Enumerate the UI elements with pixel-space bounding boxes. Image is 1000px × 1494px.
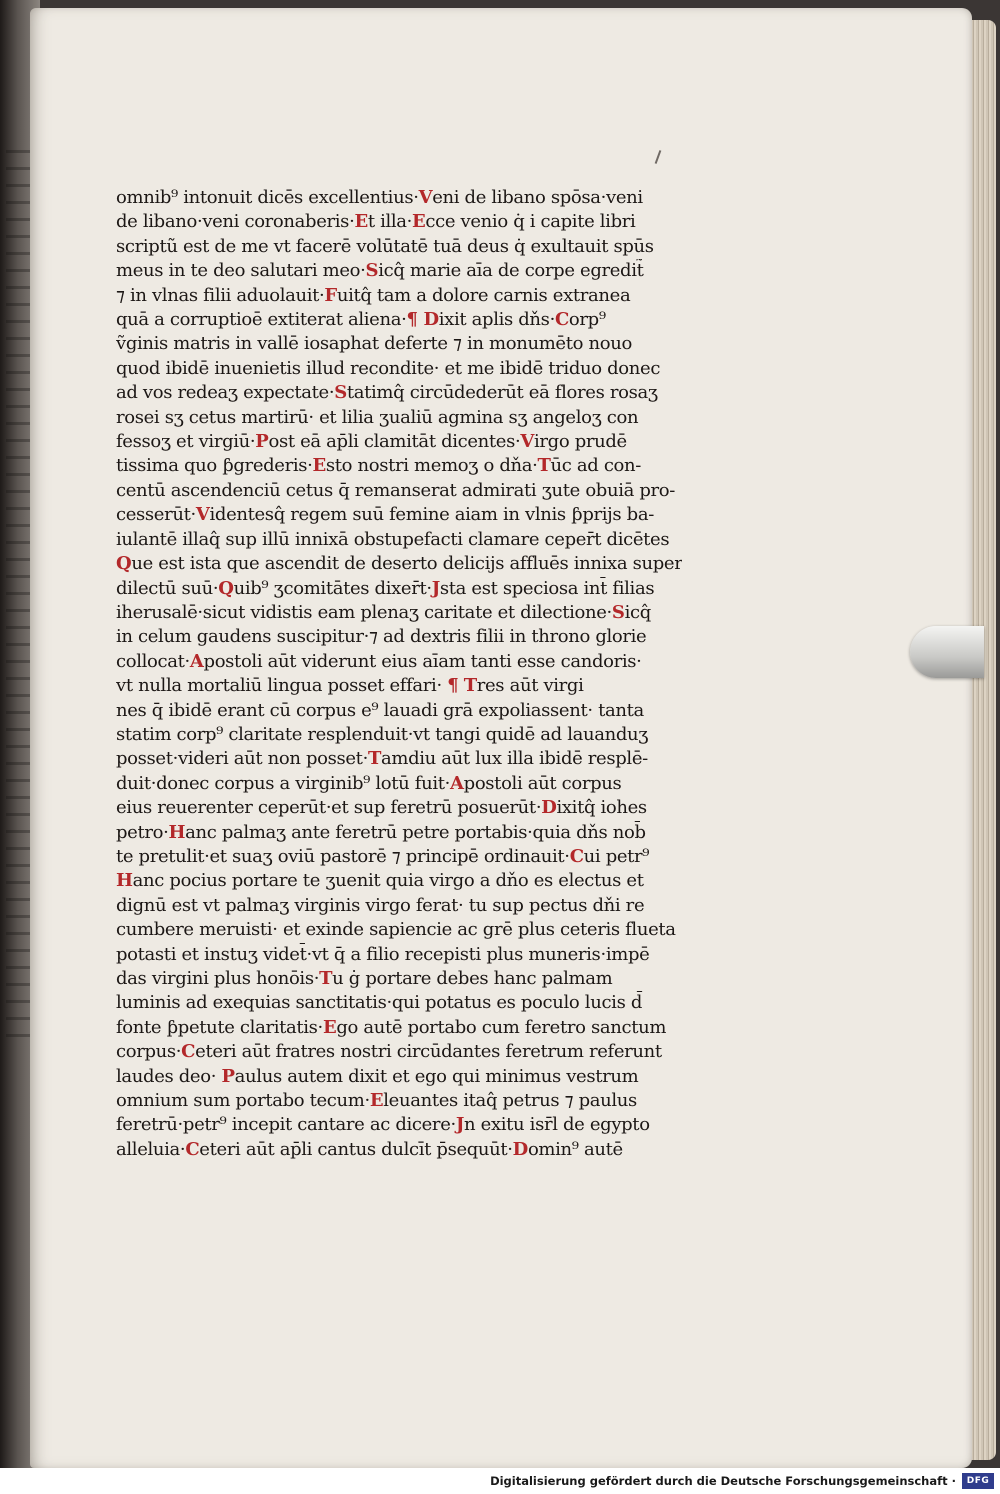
rubricated-initial: C bbox=[185, 1138, 200, 1160]
text-line bbox=[116, 1040, 682, 1064]
text-segment: eteri aūt ap̄li cantus dulcīt p̄sequūt· bbox=[199, 1138, 513, 1160]
text-line bbox=[116, 943, 682, 967]
text-line bbox=[116, 406, 682, 430]
text-line bbox=[116, 723, 682, 747]
rubricated-initial: F bbox=[324, 284, 337, 306]
text-segment: eni de libano spōsa·veni bbox=[432, 187, 643, 208]
rubricated-initial: A bbox=[189, 650, 204, 672]
text-segment: icq̂ marie aīa de corpe egredit̃ bbox=[378, 260, 644, 282]
text-segment: collocat· bbox=[116, 650, 190, 672]
text-segment: omin⁹ autē bbox=[527, 1138, 623, 1160]
text-segment: feretrū·petr⁹ incepit cantare ac dicere· bbox=[116, 1114, 456, 1136]
text-segment: centū ascendenciū cetus q̄ remanserat admirati ʒute obuiā pro- bbox=[116, 479, 676, 501]
text-segment: scriptũ est de me vt facerē volūtatē tuā deus q̇ exultauit spūs bbox=[116, 235, 654, 257]
text-line bbox=[116, 503, 682, 527]
text-segment: anc palmaʒ ante feretrū petre portabis·quia dňs nob̄ bbox=[185, 821, 646, 843]
text-segment: aulus autem dixit et ego qui minimus vestrum bbox=[234, 1065, 639, 1087]
text-line bbox=[116, 210, 682, 234]
text-line bbox=[116, 1065, 682, 1089]
text-segment: n exitu isr̄l de egypto bbox=[464, 1114, 650, 1136]
rubricated-initial: V bbox=[418, 187, 433, 208]
text-line bbox=[116, 699, 682, 723]
text-line bbox=[116, 430, 682, 454]
text-segment: iherusalē·sicut vidistis eam plenaʒ caritate et dilectione· bbox=[116, 601, 612, 623]
page-clip bbox=[910, 626, 984, 678]
text-segment: uib⁹ ʒcomitātes dixer̄t· bbox=[233, 577, 432, 599]
text-segment: petro· bbox=[116, 821, 169, 843]
text-line bbox=[116, 308, 682, 332]
rubricated-initial: Q bbox=[218, 577, 234, 599]
rubricated-initial: E bbox=[312, 455, 326, 477]
text-line bbox=[116, 601, 682, 625]
text-segment: tissima quo ƥgrederis· bbox=[116, 455, 313, 477]
rubricated-initial: P bbox=[255, 431, 269, 453]
text-segment: orp⁹ bbox=[568, 309, 606, 331]
text-line bbox=[116, 1113, 682, 1137]
text-line bbox=[116, 674, 682, 698]
rubricated-initial: T bbox=[367, 748, 381, 770]
text-line bbox=[116, 991, 682, 1015]
text-segment: vt nulla mortaliū lingua posset effari· bbox=[116, 675, 448, 697]
text-segment: identesq̂ regem suū femine aiam in vlnis ƥprijs ba- bbox=[209, 504, 654, 526]
text-segment: uitq̂ tam a dolore carnis extranea bbox=[336, 284, 631, 306]
text-segment: in celum gaudens suscipitur·⁊ ad dextris filii in throno glorie bbox=[116, 626, 647, 648]
text-line bbox=[116, 577, 682, 601]
text-segment: duit·donec corpus a virginib⁹ lotū fuit· bbox=[116, 772, 451, 794]
text-line bbox=[116, 821, 682, 845]
rubricated-initial: E bbox=[322, 1016, 337, 1038]
text-segment: alleluia· bbox=[116, 1138, 186, 1160]
text-line bbox=[116, 796, 682, 820]
text-line bbox=[116, 747, 682, 771]
text-segment: dilectū suū· bbox=[116, 577, 219, 599]
text-segment: fessoʒ et virgiū· bbox=[116, 431, 256, 453]
rubricated-initial: D bbox=[541, 797, 557, 819]
text-segment: potasti et instuʒ videt̄·vt q̄ a filio recepisti plus muneris·impē bbox=[116, 943, 650, 965]
text-segment: cesserūt· bbox=[116, 504, 196, 526]
rubricated-initial: T bbox=[463, 675, 477, 697]
rubricated-initial: H bbox=[168, 821, 186, 843]
text-line bbox=[116, 357, 682, 381]
rubricated-initial: S bbox=[334, 382, 347, 404]
text-segment: postoli aūt corpus bbox=[463, 772, 622, 794]
text-segment: ixitq̂ iohes bbox=[556, 797, 647, 819]
rubricated-initial: C bbox=[569, 845, 584, 867]
text-line bbox=[116, 845, 682, 869]
text-segment: irgo prudē bbox=[534, 431, 627, 453]
text-segment: das virgini plus honōis· bbox=[116, 968, 320, 989]
text-line bbox=[116, 332, 682, 356]
text-segment: anc pocius portare te ʒuenit quia virgo a dňo es electus et bbox=[132, 870, 644, 892]
text-segment: sta est speciosa int̄ filias bbox=[439, 577, 655, 599]
text-segment: posset·videri aūt non posset· bbox=[116, 748, 368, 770]
rubricated-initial: A bbox=[450, 772, 464, 794]
text-segment: go autē portabo cum feretro sanctum bbox=[336, 1016, 667, 1038]
text-segment: laudes deo· bbox=[116, 1065, 222, 1087]
text-segment: postoli aūt viderunt eius aīam tanti esse candoris· bbox=[203, 650, 642, 672]
rubricated-initial: S bbox=[365, 260, 379, 282]
text-segment: omnium sum portabo tecum· bbox=[116, 1090, 370, 1112]
text-line bbox=[116, 772, 682, 796]
rubricated-initial: C bbox=[554, 309, 569, 331]
rubricated-initial: S bbox=[611, 601, 625, 623]
text-line bbox=[116, 186, 682, 210]
rubricated-initial: C bbox=[181, 1041, 196, 1063]
funding-credit: Digitalisierung gefördert durch die Deutsche Forschungsgemeinschaft · bbox=[490, 1474, 956, 1488]
text-segment: cumbere meruisti· et exinde sapiencie ac grē plus ceteris flueta bbox=[116, 919, 676, 941]
text-line bbox=[116, 235, 682, 259]
rubricated-initial: V bbox=[520, 431, 534, 453]
text-segment: nes q̄ ibidē erant cū corpus e⁹ lauadi grā expoliassent· tanta bbox=[116, 699, 644, 721]
text-segment: ue est ista que ascendit de deserto delicijs affluēs innixa super bbox=[131, 553, 682, 575]
rubricated-initial: Q bbox=[116, 553, 132, 575]
text-line bbox=[116, 259, 682, 283]
rubricated-initial: E bbox=[369, 1090, 384, 1112]
rubricated-initial: ¶ bbox=[447, 675, 459, 697]
text-segment: de libano·veni coronaberis· bbox=[116, 211, 355, 233]
footer-bar bbox=[0, 1468, 1000, 1494]
text-segment: statim corp⁹ claritate resplenduit·vt tangi quidē ad lauanduʒ bbox=[116, 723, 649, 745]
text-segment: ui petr⁹ bbox=[583, 845, 650, 867]
text-line bbox=[116, 650, 682, 674]
rubricated-initial: T bbox=[537, 455, 551, 477]
text-segment: amdiu aūt lux illa ibidē resplē- bbox=[381, 748, 648, 770]
text-segment: eius reuerenter ceperūt·et sup feretrū posuerūt· bbox=[116, 797, 542, 819]
text-segment: ad vos redeaʒ expectate· bbox=[116, 382, 335, 404]
text-segment: t illa· bbox=[367, 211, 413, 233]
text-segment: iulantē illaq̂ sup illū innixā obstupefacti clamare ceper̄t dicētes bbox=[116, 528, 670, 550]
rubricated-initial: E bbox=[412, 211, 426, 233]
text-segment: ixit aplis dňs· bbox=[438, 309, 555, 331]
text-line bbox=[116, 528, 682, 552]
text-line bbox=[116, 479, 682, 503]
text-line bbox=[116, 1016, 682, 1040]
text-line bbox=[116, 625, 682, 649]
rubricated-initial: E bbox=[354, 211, 368, 233]
rubricated-initial: J bbox=[455, 1114, 465, 1136]
text-segment: icq̂ bbox=[624, 601, 651, 623]
rubricated-initial: P bbox=[221, 1065, 235, 1087]
text-line bbox=[116, 869, 682, 893]
text-line bbox=[116, 1138, 682, 1162]
text-segment: sto nostri memoʒ o dňa· bbox=[325, 455, 538, 477]
rubricated-initial: V bbox=[195, 504, 210, 526]
text-line bbox=[116, 454, 682, 478]
text-line bbox=[116, 1089, 682, 1113]
text-segment: eteri aūt fratres nostri circūdantes feretrum referunt bbox=[195, 1041, 662, 1063]
text-segment: ost eā ap̄li clamitāt dicentes· bbox=[268, 431, 521, 453]
incunable-text-block bbox=[116, 186, 682, 1162]
text-line bbox=[116, 552, 682, 576]
text-line bbox=[116, 918, 682, 942]
text-segment: u ġ portare debes hanc palmam bbox=[332, 968, 613, 989]
text-segment: luminis ad exequias sanctitatis·qui potatus es poculo lucis d̄ bbox=[116, 992, 643, 1014]
text-segment: rosei sʒ cetus martirū· et lilia ʒualiū agmina sʒ angeloʒ con bbox=[116, 406, 639, 428]
rubricated-initial: T bbox=[319, 968, 333, 989]
text-segment: ⁊ in vlnas filii aduolauit· bbox=[116, 284, 325, 306]
text-segment: corpus· bbox=[116, 1041, 182, 1063]
text-segment: omnib⁹ intonuit dicēs excellentius· bbox=[116, 187, 419, 208]
text-segment: dignū est vt palmaʒ virginis virgo ferat· tu sup pectus dňi re bbox=[116, 894, 645, 916]
text-segment: leuantes itaq̂ petrus ⁊ paulus bbox=[383, 1090, 637, 1112]
rubricated-initial: D bbox=[512, 1138, 528, 1160]
rubricated-initial: H bbox=[116, 870, 133, 892]
text-segment: tatimq̂ circūdederūt eā flores rosaʒ bbox=[346, 382, 658, 404]
text-line bbox=[116, 381, 682, 405]
text-segment: ṽginis matris in vallē iosaphat deferte ⁊ in monumēto nouo bbox=[116, 333, 632, 355]
text-line bbox=[116, 284, 682, 308]
text-line bbox=[116, 967, 682, 991]
text-segment: quā a corruptioē extiterat aliena· bbox=[116, 309, 407, 331]
text-line bbox=[116, 894, 682, 918]
rubricated-initial: J bbox=[431, 577, 440, 599]
text-segment: fonte ƥpetute claritatis· bbox=[116, 1016, 323, 1038]
rubricated-initial: ¶ D bbox=[406, 309, 439, 331]
text-segment: meus in te deo salutari meo· bbox=[116, 260, 366, 282]
text-segment: ūc ad con- bbox=[550, 455, 642, 477]
text-segment: quod ibidē inuenietis illud recondite· et me ibidē triduo donec bbox=[116, 357, 661, 379]
dfg-logo: DFG bbox=[962, 1473, 994, 1489]
text-segment: te pretulit·et suaʒ oviū pastorē ⁊ principē ordinauit· bbox=[116, 845, 570, 867]
text-segment: cce venio q̇ i capite libri bbox=[425, 211, 636, 233]
text-segment: res aūt virgi bbox=[476, 675, 584, 697]
